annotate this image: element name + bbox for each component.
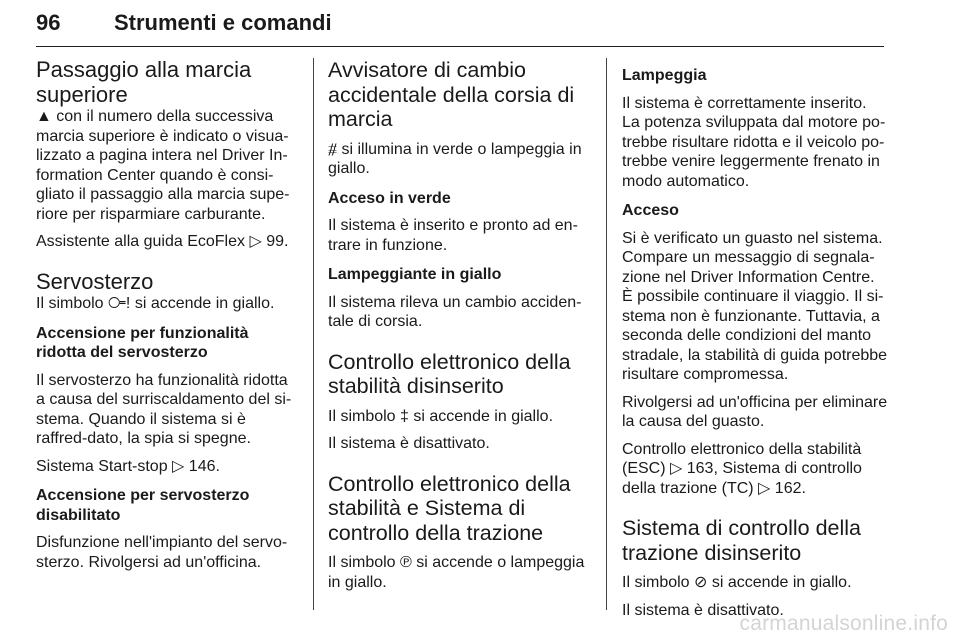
text-lane-departure: ⧥ si illumina in verde o lampeggia in giallo.: [328, 140, 582, 177]
text-upshift: ▲ con il numero della successiva marcia superiore è indicato o visua-lizzato a pagina intera nel Driver In-formation Center quando è consi-gliato il passaggio alla marcia supe-riore per risparmiare carburante.: [36, 108, 290, 223]
heading-lane-departure: Avvisatore di cambio accidentale della corsia di marcia: [328, 58, 575, 131]
text-disabled-steering: Disfunzione nell'impianto del servo-sterzo. Rivolgersi ad un'officina.: [36, 534, 288, 571]
text-esc-off-symbol: Il simbolo ‡ si accende in giallo.: [328, 407, 554, 425]
heading-power-steering: Servosterzo: [36, 268, 154, 294]
column-2: [328, 58, 594, 592]
running-title: Strumenti e comandi: [114, 10, 332, 35]
heading-flashing-yellow: Lampeggiante in giallo: [328, 266, 502, 283]
heading-upshift: Passaggio alla marcia superiore: [36, 57, 252, 107]
text-power-steering: Il simbolo ⧃! si accende in giallo.: [36, 295, 275, 312]
page-header: [36, 4, 884, 47]
text-tc-off-deactivated: Il sistema è disattivato.: [622, 601, 784, 619]
text-green: Il sistema è inserito e pronto ad en-trare in funzione.: [328, 217, 578, 254]
text-esc-tc-refs: Controllo elettronico della stabilità (ESC) ▷ 163, Sistema di controllo della trazione (TC) ▷ 162.: [622, 440, 862, 497]
heading-tc-off: Sistema di controllo della trazione disinserito: [622, 516, 862, 565]
column-divider-1: [313, 58, 314, 610]
heading-flashes: Lampeggia: [622, 67, 707, 84]
text-esc-off-deactivated: Il sistema è disattivato.: [328, 435, 490, 452]
column-3: [622, 58, 888, 620]
column-divider-2: [606, 58, 607, 610]
heading-esc-off: Controllo elettronico della stabilità disinserito: [328, 349, 571, 398]
column-1: [36, 58, 300, 572]
heading-disabled-steering: Accensione per servosterzo disabilitato: [36, 487, 250, 524]
text-workshop: Rivolgersi ad un'officina per eliminare la causa del guasto.: [622, 393, 888, 430]
text-reduced-steering: Il servosterzo ha funzionalità ridotta a causa del surriscaldamento del si-stema. Quando il sistema si è raffred-dato, la spia si spegne.: [36, 371, 292, 447]
text-flashing-yellow: Il sistema rileva un cambio acciden-tale di corsia.: [328, 293, 582, 330]
heading-on: Acceso: [622, 202, 679, 219]
heading-esc-tc: Controllo elettronico della stabilità e Sistema di controllo della trazione: [328, 471, 571, 545]
text-flashes: Il sistema è correttamente inserito. La potenza sviluppata dal motore po-trebbe risultare ridotta e il veicolo po-trebbe venire leggermente frenato in modo automatico.: [622, 94, 886, 190]
text-on: Si è verificato un guasto nel sistema. Compare un messaggio di segnala-zione nel Driver Information Centre. È possibile continuare il viaggio. Il si-stema non è funzionante. Tuttavia, a seconda delle condizioni del manto stradale, la stabilità di guida potrebbe risultare compromessa.: [622, 229, 888, 383]
text-start-stop-ref: Sistema Start-stop ▷ 146.: [36, 457, 220, 475]
watermark: carmanualsonline.info: [739, 612, 948, 635]
heading-green: Acceso in verde: [328, 189, 451, 207]
text-esc-tc: Il simbolo ℗ si accende o lampeggia in giallo.: [328, 554, 585, 591]
page-number: 96: [36, 10, 61, 35]
text-ecoflex-ref: Assistente alla guida EcoFlex ▷ 99.: [36, 233, 289, 250]
text-tc-off-symbol: Il simbolo ⊘ si accende in giallo.: [622, 574, 852, 591]
heading-reduced-steering: Accensione per funzionalità ridotta del servosterzo: [36, 324, 249, 361]
